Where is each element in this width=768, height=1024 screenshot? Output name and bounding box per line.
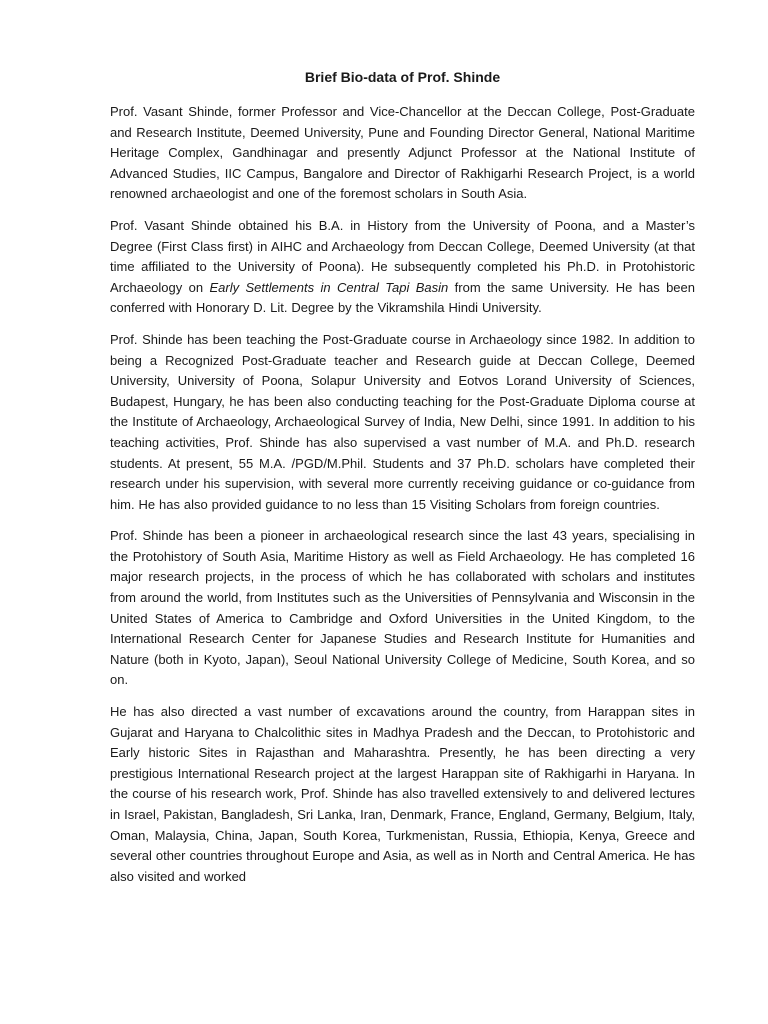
paragraph-intro: Prof. Vasant Shinde, former Professor and Vice-Chancellor at the Deccan College, Post-Graduate and Research Institute, Deemed University, Pune and Founding Director General, National Maritime Heritage Complex, Gandhinagar and presently Adjunct Professor at the National Institute of Advanced Studies, IIC Campus, Bangalore and Director of Rakhigarhi Research Project, is a world renowned archaeologist and one of the foremost scholars in South Asia. <box>110 104 695 202</box>
document-page <box>110 66 695 898</box>
paragraph-education-text-1: Prof. Vasant Shinde obtained his B.A. in History from the University of Poona, and a Master’s Degree (First Class first) in AIHC and Archaeology from Deccan College, Deemed University (at that time affiliated to the University of Poona). He subsequently completed his Ph.D. in Protohistoric Archaeology on <box>110 217 695 295</box>
paragraph-education-text-2: from the same University. He has been conferred with Honorary D. Lit. Degree by the Vikramshila Hindi University. <box>110 279 695 316</box>
paragraph-teaching: Prof. Shinde has been teaching the Post-Graduate course in Archaeology since 1982. In addition to being a Recognized Post-Graduate teacher and Research guide at Deccan College, Deemed University, University of Poona, Solapur University and Eotvos Lorand University of Sciences, Budapest, Hungary, he has been also conducting teaching for the Post-Graduate Diploma course at the Institute of Archaeology, Archaeological Survey of India, New Delhi, since 1991. In addition to his teaching activities, Prof. Shinde has also supervised a vast number of M.A. and Ph.D. research students. At present, 55 M.A. /PGD/M.Phil. Students and 37 Ph.D. scholars have completed their research under his supervision, with several more currently receiving guidance or co-guidance from him. He has also provided guidance to no less than 15 Visiting Scholars from foreign countries. <box>110 331 695 512</box>
paragraph-excavations: He has also directed a vast number of excavations around the country, from Harappan sites in Gujarat and Haryana to Chalcolithic sites in Madhya Pradesh and the Deccan, to Protohistoric and Early historic Sites in Rajasthan and Maharashtra. Presently, he has been directing a very prestigious International Research project at the largest Harappan site of Rakhigarhi in Haryana. In the course of his research work, Prof. Shinde has also travelled extensively to and delivered lectures in Israel, Pakistan, Bangladesh, Sri Lanka, Iran, Denmark, France, England, Germany, Belgium, Italy, Oman, Malaysia, China, Japan, South Korea, Turkmenistan, Russia, Ethiopia, Kenya, Greece and several other countries throughout Europe and Asia, as well as in North and Central America. He has also visited and worked <box>110 704 695 884</box>
paragraph-education <box>110 216 695 319</box>
paragraph-research: Prof. Shinde has been a pioneer in archaeological research since the last 43 years, specialising in the Protohistory of South Asia, Maritime History as well as Field Archaeology. He has completed 16 major research projects, in the process of which he has collaborated with scholars and institutes from around the world, from Institutes such as the Universities of Pennsylvania and Wisconsin in the United States of America to Cambridge and Oxford Universities in the United Kingdom, to the International Research Center for Japanese Studies and Research Institute for Humanities and Nature (both in Kyoto, Japan), Seoul National University College of Medicine, South Korea, and so on. <box>110 528 695 688</box>
document-title: Brief Bio-data of Prof. Shinde <box>304 69 501 85</box>
thesis-title: Early Settlements in Central Tapi Basin <box>209 279 449 295</box>
